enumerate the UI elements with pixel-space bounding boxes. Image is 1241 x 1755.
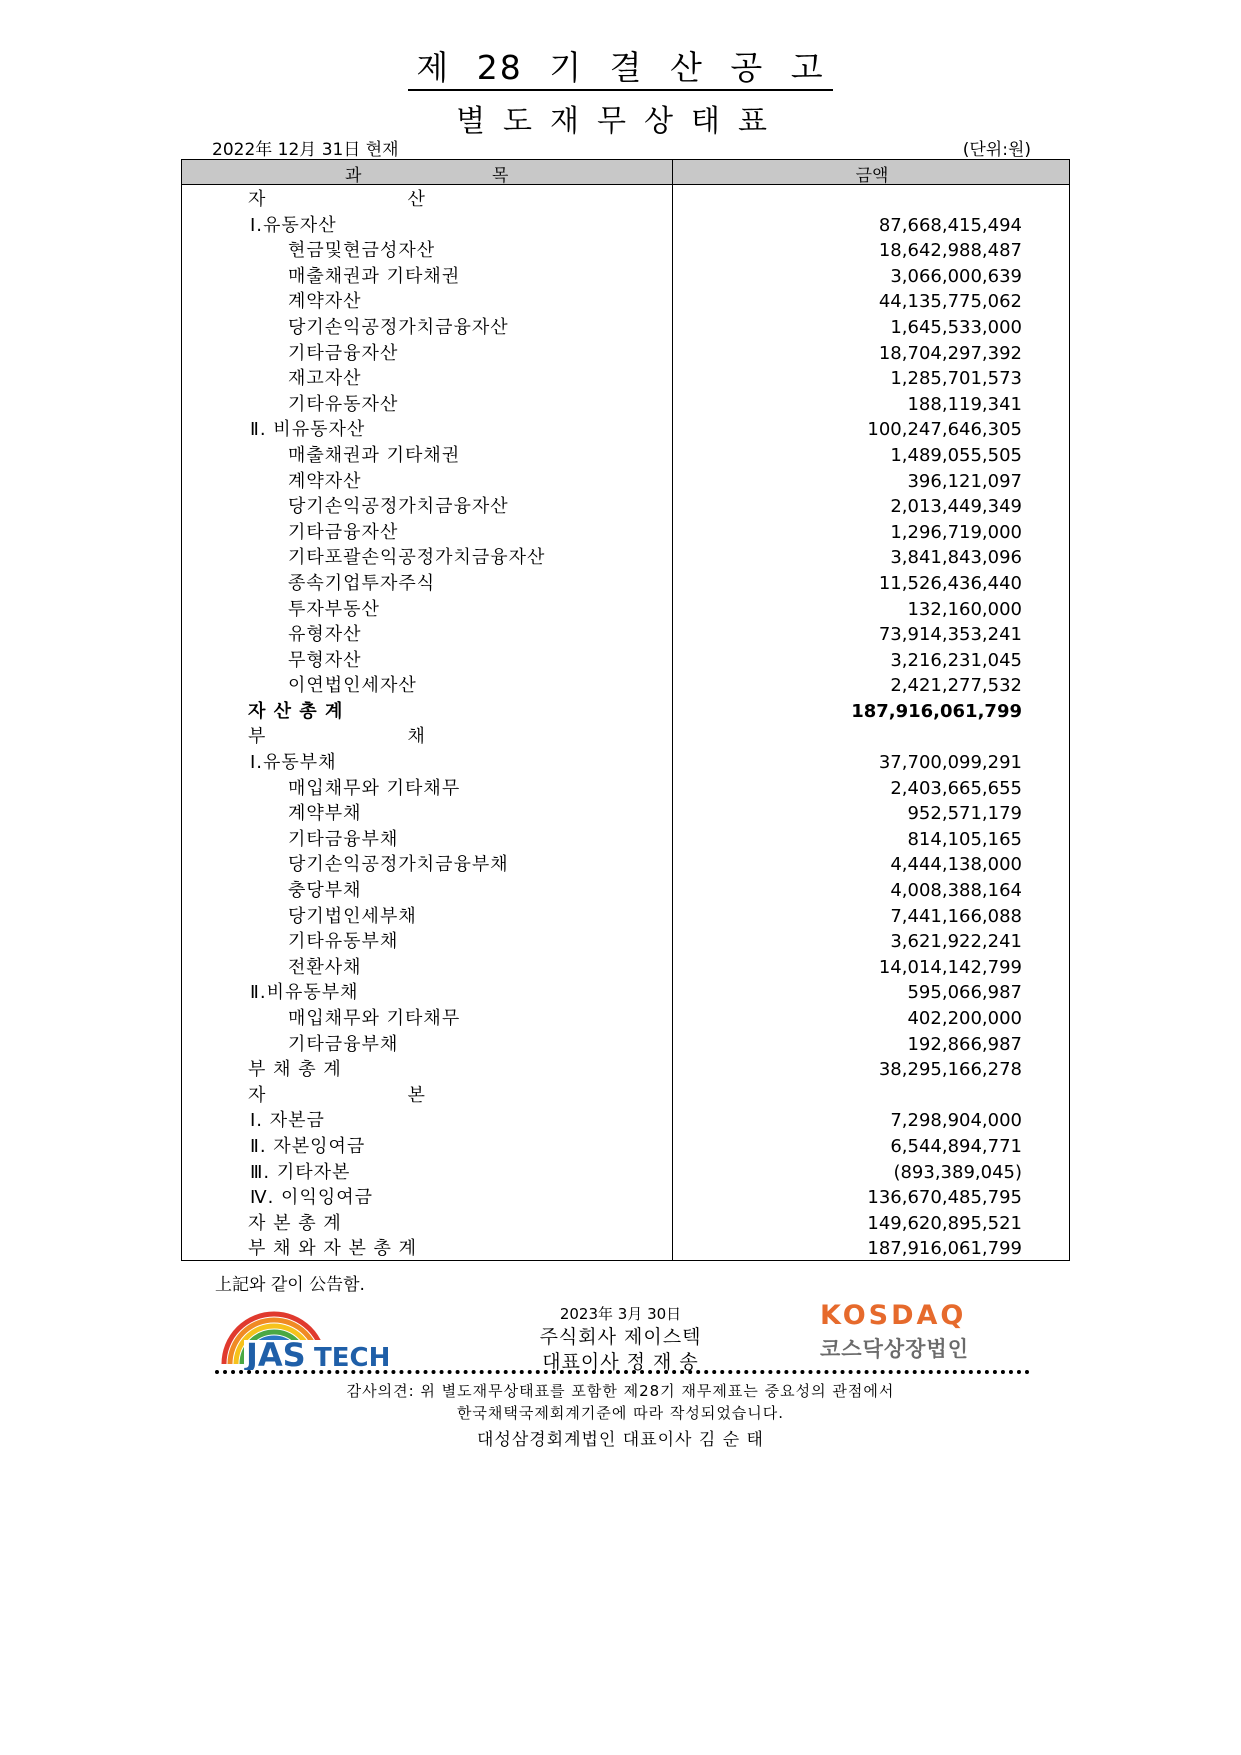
row-label: Ⅰ.유동부채 (250, 752, 337, 774)
auditor-name: 대성삼경회계법인 대표이사 김 순 태 (477, 1430, 764, 1450)
row-label: 충당부채 (288, 880, 362, 902)
table-row (182, 1134, 1069, 1160)
row-label: 유형자산 (288, 624, 362, 646)
table-row (182, 1160, 1069, 1186)
row-label: Ⅳ. 이익잉여금 (250, 1187, 373, 1209)
row-amount: 7,298,904,000 (890, 1110, 1022, 1132)
row-amount: 402,200,000 (907, 1008, 1022, 1029)
row-amount: 73,914,353,241 (878, 624, 1022, 646)
row-label: 기타유동부채 (288, 931, 399, 953)
row-amount: 4,444,138,000 (890, 854, 1022, 876)
table-row (182, 597, 1069, 623)
table-body (182, 187, 1069, 1262)
row-label: 당기손익공정가치금융부채 (288, 854, 509, 876)
statement-date: 2022年 12月 31日 현재 (212, 140, 399, 160)
row-amount: 3,841,843,096 (890, 547, 1022, 569)
table-row (182, 776, 1069, 802)
document-subtitle: 별도재무상태표 (456, 104, 785, 139)
header-item-a: 과 (345, 166, 362, 186)
row-label: 전환사채 (288, 956, 362, 978)
row-amount: 18,704,297,392 (878, 342, 1022, 364)
table-row (182, 341, 1069, 367)
row-label: 자 본 (248, 1084, 426, 1106)
currency-unit: (단위:원) (962, 140, 1031, 160)
row-amount: 1,285,701,573 (890, 368, 1022, 390)
row-label: 현금및현금성자산 (288, 240, 436, 262)
table-row (182, 187, 1069, 213)
row-label: Ⅱ. 비유동자산 (250, 419, 366, 441)
row-amount: 1,296,719,000 (890, 521, 1022, 543)
row-amount: 149,620,895,521 (867, 1212, 1022, 1234)
row-label: Ⅰ.유동자산 (250, 214, 337, 236)
row-label: 매입채무와 기타채무 (288, 777, 461, 799)
row-amount: 4,008,388,164 (890, 880, 1022, 902)
row-label: 무형자산 (288, 649, 362, 671)
row-amount: 3,216,231,045 (890, 649, 1022, 671)
row-label: 부 채 (248, 726, 426, 748)
table-row (182, 264, 1069, 290)
row-label: 당기법인세부채 (288, 905, 417, 927)
row-amount: 1,645,533,000 (890, 316, 1022, 338)
row-label: 투자부동산 (288, 598, 380, 620)
table-row (182, 520, 1069, 546)
row-amount: 136,670,485,795 (867, 1187, 1022, 1209)
row-label: Ⅱ. 자본잉여금 (250, 1135, 366, 1157)
row-label: 종속기업투자주식 (288, 572, 436, 594)
table-row (182, 417, 1069, 443)
table-row (182, 699, 1069, 725)
jastech-logo-tech: TECH (314, 1343, 391, 1370)
table-row (182, 1006, 1069, 1032)
table-row (182, 1236, 1069, 1262)
row-amount: 1,489,055,505 (890, 444, 1022, 466)
kosdaq-label: 코스닥상장법인 (820, 1337, 970, 1361)
row-label: 기타금융부채 (288, 1033, 399, 1055)
table-row (182, 1083, 1069, 1109)
audit-opinion-line1: 감사의견: 위 별도재무상태표를 포함한 제28기 재무제표는 중요성의 관점에서 (346, 1382, 895, 1400)
audit-opinion-line2: 한국채택국제회계기준에 따라 작성되었습니다. (456, 1404, 785, 1422)
row-label: 부 채 총 계 (248, 1059, 342, 1081)
row-label: 기타금융부채 (288, 828, 399, 850)
row-amount: 3,621,922,241 (890, 931, 1022, 953)
table-row (182, 1057, 1069, 1083)
row-label: 계약자산 (288, 470, 362, 492)
table-row (182, 366, 1069, 392)
row-label: 기타금융자산 (288, 342, 399, 364)
row-amount: 814,105,165 (907, 828, 1022, 850)
table-row (182, 469, 1069, 495)
table-row (182, 1108, 1069, 1134)
header-item-b: 목 (492, 166, 509, 186)
row-label: Ⅰ. 자본금 (250, 1110, 325, 1132)
kosdaq-logo (820, 1300, 990, 1360)
table-header (182, 160, 1069, 185)
row-label: 자 산 (248, 189, 426, 210)
table-row (182, 315, 1069, 341)
row-amount: 37,700,099,291 (878, 752, 1022, 774)
row-amount: 396,121,097 (907, 470, 1022, 492)
row-amount: 188,119,341 (907, 393, 1022, 415)
row-amount: 187,916,061,799 (851, 700, 1022, 722)
table-row (182, 980, 1069, 1006)
row-amount: 87,668,415,494 (878, 214, 1022, 236)
notice-text: 上記와 같이 公告함. (215, 1275, 365, 1295)
table-row (182, 750, 1069, 776)
row-label: 기타금융자산 (288, 521, 399, 543)
row-amount: 6,544,894,771 (890, 1135, 1022, 1157)
row-amount: 3,066,000,639 (890, 265, 1022, 287)
row-amount: 132,160,000 (907, 598, 1022, 620)
row-label: 당기손익공정가치금융자산 (288, 496, 509, 518)
table-row (182, 878, 1069, 904)
row-label: 당기손익공정가치금융자산 (288, 316, 509, 338)
table-row (182, 852, 1069, 878)
row-label: 계약부채 (288, 803, 362, 825)
table-row (182, 622, 1069, 648)
row-label: 계약자산 (288, 291, 362, 313)
row-label: 이연법인세자산 (288, 675, 417, 697)
row-amount: 2,421,277,532 (890, 675, 1022, 697)
table-row (182, 545, 1069, 571)
row-label: 기타유동자산 (288, 393, 399, 415)
jastech-logo-jas: JAS (246, 1336, 306, 1370)
row-label: Ⅱ.비유동부채 (250, 982, 359, 1004)
table-row (182, 238, 1069, 264)
row-label: 기타포괄손익공정가치금융자산 (288, 547, 546, 569)
header-item-column (182, 160, 672, 184)
document-title: 제 28 기 결 산 공 고 (0, 42, 1241, 89)
row-label: 매출채권과 기타채권 (288, 444, 461, 466)
company-name: 주식회사 제이스텍 (539, 1326, 702, 1348)
table-row (182, 494, 1069, 520)
row-label: 재고자산 (288, 368, 362, 390)
kosdaq-logo-text: KOSDAQ (820, 1300, 967, 1331)
row-label: 부 채 와 자 본 총 계 (248, 1238, 418, 1260)
row-amount: 38,295,166,278 (878, 1059, 1022, 1081)
table-row (182, 1185, 1069, 1211)
table-row (182, 571, 1069, 597)
table-row (182, 724, 1069, 750)
header-amount: 금액 (855, 166, 889, 186)
row-label: 매입채무와 기타채무 (288, 1008, 461, 1029)
row-label: Ⅲ. 기타자본 (250, 1161, 351, 1183)
table-row (182, 801, 1069, 827)
row-amount: 192,866,987 (907, 1033, 1022, 1055)
dotted-divider (215, 1370, 1030, 1374)
row-label: 자 산 총 계 (248, 700, 344, 722)
table-row (182, 648, 1069, 674)
row-amount: 44,135,775,062 (878, 291, 1022, 313)
table-row (182, 904, 1069, 930)
row-amount: 595,066,987 (907, 982, 1022, 1004)
table-row (182, 929, 1069, 955)
row-amount: 18,642,988,487 (878, 240, 1022, 262)
table-row (182, 1032, 1069, 1058)
table-row (182, 289, 1069, 315)
ceo-name: 대표이사 정 재 송 (542, 1351, 699, 1373)
row-amount: 2,403,665,655 (890, 777, 1022, 799)
balance-sheet-table (181, 159, 1070, 1261)
row-amount: 187,916,061,799 (867, 1238, 1022, 1260)
table-row (182, 392, 1069, 418)
row-label: 자 본 총 계 (248, 1212, 342, 1234)
row-amount: 7,441,166,088 (890, 905, 1022, 927)
publication-date: 2023年 3月 30日 (559, 1305, 682, 1323)
row-amount: (893,389,045) (893, 1161, 1022, 1183)
table-row (182, 213, 1069, 239)
row-label: 매출채권과 기타채권 (288, 265, 461, 287)
table-row (182, 1211, 1069, 1237)
table-row (182, 673, 1069, 699)
row-amount: 2,013,449,349 (890, 496, 1022, 518)
row-amount: 14,014,142,799 (878, 956, 1022, 978)
table-row (182, 443, 1069, 469)
row-amount: 100,247,646,305 (867, 419, 1022, 441)
row-amount: 11,526,436,440 (878, 572, 1022, 594)
table-row (182, 827, 1069, 853)
table-row (182, 955, 1069, 981)
row-amount: 952,571,179 (907, 803, 1022, 825)
